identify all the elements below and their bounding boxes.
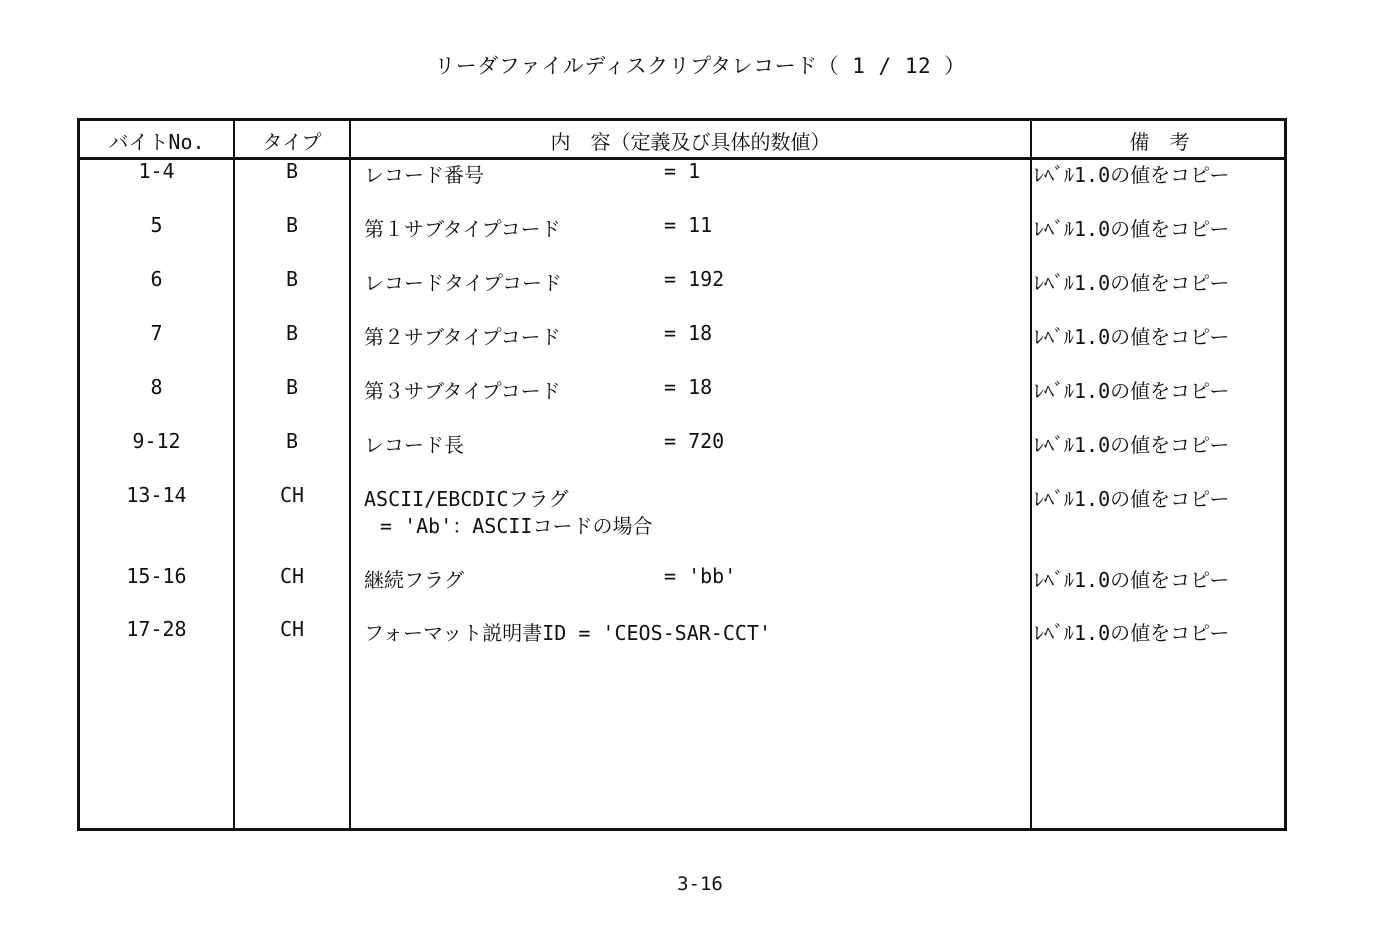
notes-cell: ﾚﾍﾞﾙ1.0の値をコピー bbox=[1034, 621, 1230, 645]
notes-cell: ﾚﾍﾞﾙ1.0の値をコピー bbox=[1034, 568, 1230, 592]
column-divider bbox=[1030, 121, 1032, 828]
table-header bbox=[80, 121, 1284, 160]
byte-no-cell: 9-12 bbox=[132, 429, 181, 453]
content-label: レコード番号 bbox=[364, 163, 484, 187]
type-cell: B bbox=[285, 375, 299, 399]
header-byte-no: バイトNo. bbox=[108, 130, 205, 154]
content-label: 第３サブタイプコード bbox=[364, 379, 561, 403]
content-label: フォーマット説明書ID = 'CEOS-SAR-CCT' bbox=[364, 621, 771, 645]
page-number: 3-16 bbox=[677, 873, 723, 895]
content-value: = 18 bbox=[664, 321, 713, 345]
content-label-line2: = 'Ab'：ASCIIコードの場合 bbox=[380, 514, 653, 538]
content-value: = 192 bbox=[664, 267, 725, 291]
byte-no-cell: 17-28 bbox=[126, 617, 187, 641]
content-value: = 720 bbox=[664, 429, 725, 453]
notes-cell: ﾚﾍﾞﾙ1.0の値をコピー bbox=[1034, 379, 1230, 403]
content-value: = 11 bbox=[664, 213, 713, 237]
notes-cell: ﾚﾍﾞﾙ1.0の値をコピー bbox=[1034, 487, 1230, 511]
byte-no-cell: 1-4 bbox=[138, 159, 175, 183]
type-cell: CH bbox=[279, 483, 305, 507]
header-notes: 備 考 bbox=[1129, 130, 1190, 154]
notes-cell: ﾚﾍﾞﾙ1.0の値をコピー bbox=[1034, 217, 1230, 241]
page-title: リーダファイルディスクリプタレコード（ 1 / 12 ） bbox=[434, 54, 966, 78]
header-content: 内 容（定義及び具体的数値） bbox=[550, 130, 831, 154]
content-label: レコードタイプコード bbox=[364, 271, 562, 295]
byte-no-cell: 6 bbox=[150, 267, 163, 291]
content-label: 第１サブタイプコード bbox=[364, 217, 561, 241]
byte-no-cell: 5 bbox=[150, 213, 163, 237]
column-divider bbox=[349, 121, 351, 828]
type-cell: CH bbox=[279, 617, 305, 641]
type-cell: B bbox=[285, 321, 299, 345]
type-cell: CH bbox=[279, 564, 305, 588]
content-label: ASCII/EBCDICフラグ bbox=[364, 487, 569, 511]
record-spec-table bbox=[77, 118, 1287, 831]
type-cell: B bbox=[285, 159, 299, 183]
content-label: 第２サブタイプコード bbox=[364, 325, 561, 349]
type-cell: B bbox=[285, 429, 299, 453]
content-value: = 'bb' bbox=[664, 564, 737, 588]
notes-cell: ﾚﾍﾞﾙ1.0の値をコピー bbox=[1034, 325, 1230, 349]
notes-cell: ﾚﾍﾞﾙ1.0の値をコピー bbox=[1034, 163, 1230, 187]
content-label: 継続フラグ bbox=[364, 568, 464, 592]
byte-no-cell: 15-16 bbox=[126, 564, 187, 588]
content-label: レコード長 bbox=[364, 433, 464, 457]
content-value: = 18 bbox=[664, 375, 713, 399]
notes-cell: ﾚﾍﾞﾙ1.0の値をコピー bbox=[1034, 433, 1230, 457]
type-cell: B bbox=[285, 267, 299, 291]
byte-no-cell: 7 bbox=[150, 321, 163, 345]
content-value: = 1 bbox=[664, 159, 701, 183]
byte-no-cell: 13-14 bbox=[126, 483, 187, 507]
header-type: タイプ bbox=[262, 130, 322, 154]
byte-no-cell: 8 bbox=[150, 375, 163, 399]
type-cell: B bbox=[285, 213, 299, 237]
notes-cell: ﾚﾍﾞﾙ1.0の値をコピー bbox=[1034, 271, 1230, 295]
